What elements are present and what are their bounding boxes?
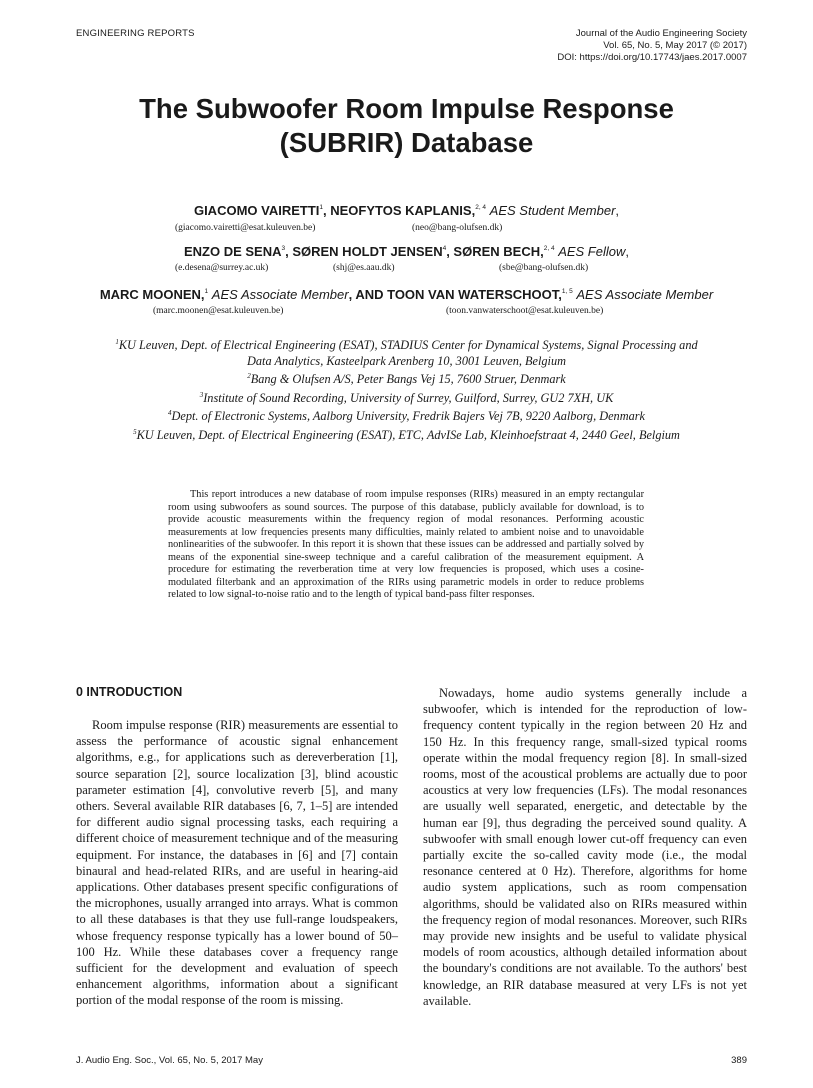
author-affil: 2, 4 <box>543 245 555 252</box>
author-email[interactable]: (toon.vanwaterschoot@esat.kuleuven.be) <box>446 306 604 316</box>
affiliation-number: 4 <box>168 409 172 417</box>
author-role: AES Associate Member <box>211 287 349 302</box>
author-affil: 1, 5 <box>561 288 573 295</box>
affiliation-number: 5 <box>133 427 137 436</box>
affiliation-text: Data Analytics, Kasteelpark Arenberg 10, 3001 Leuven, Belgium <box>247 353 566 368</box>
author-email[interactable]: (marc.moonen@esat.kuleuven.be) <box>153 306 284 316</box>
left-column <box>76 717 398 1009</box>
author-email[interactable]: (e.desena@surrey.ac.uk) <box>175 263 269 273</box>
right-column <box>423 685 747 1009</box>
footer-citation: J. Audio Eng. Soc., Vol. 65, No. 5, 2017 May <box>76 1055 263 1066</box>
affiliation-list <box>0 335 813 443</box>
author-email[interactable]: (sbe@bang-olufsen.dk) <box>499 263 589 273</box>
author-affil: 2, 4 <box>475 204 487 211</box>
author-name: NEOFYTOS KAPLANIS, <box>330 203 476 218</box>
section-heading: 0 INTRODUCTION <box>76 685 183 699</box>
author-role: AES Fellow <box>558 244 626 259</box>
author-affil: 4 <box>442 245 447 252</box>
author-line-2 <box>0 244 813 259</box>
running-header: ENGINEERING REPORTS <box>76 28 195 39</box>
author-sep: , <box>323 203 331 218</box>
title-line-1: The Subwoofer Room Impulse Response <box>139 93 674 124</box>
title-line-2: (SUBRIR) Database <box>279 127 534 158</box>
author-role: AES Student Member <box>489 203 616 218</box>
affiliation-text: Institute of Sound Recording, University of Surrey, Guilford, Surrey, GU2 7XH, UK <box>203 390 614 405</box>
author-role: AES Associate Member <box>576 287 714 302</box>
affiliation-text: KU Leuven, Dept. of Electrical Engineering (ESAT), STADIUS Center for Dynamical Systems, Signal Processing and <box>118 338 698 352</box>
author-name: , SØREN BECH, <box>446 244 544 259</box>
affiliation-1-cont <box>0 354 813 370</box>
author-name: ENZO DE SENA <box>183 244 282 259</box>
page-number: 389 <box>731 1055 747 1066</box>
author-affil: 1 <box>319 204 324 211</box>
journal-name: Journal of the Audio Engineering Society <box>575 28 747 39</box>
author-email[interactable]: (neo@bang-olufsen.dk) <box>412 223 503 233</box>
author-affil: 1 <box>204 288 209 295</box>
author-email[interactable]: (shj@es.aau.dk) <box>333 263 395 273</box>
journal-volume: Vol. 65, No. 5, May 2017 (© 2017) <box>603 40 747 51</box>
author-name: , SØREN HOLDT JENSEN <box>285 244 443 259</box>
author-line-3 <box>0 287 813 302</box>
author-name: MARC MOONEN, <box>99 287 205 302</box>
affiliation-2 <box>0 369 813 388</box>
affiliation-number: 1 <box>115 338 119 346</box>
affiliation-number: 2 <box>247 372 251 380</box>
affiliation-3 <box>0 388 813 407</box>
author-affil: 3 <box>281 245 286 252</box>
doi-link[interactable]: DOI: https://doi.org/10.17743/jaes.2017.0007 <box>557 52 747 63</box>
journal-info <box>557 28 747 64</box>
author-name: GIACOMO VAIRETTI <box>193 203 320 218</box>
author-name: , AND TOON VAN WATERSCHOOT, <box>348 287 562 302</box>
author-line-1 <box>0 203 813 218</box>
body-paragraph: Room impulse response (RIR) measurements are essential to assess the performance of acoustic signal enhancement algorithms, e.g., for applications such as dereverberation [1], source separation [2], source localization [3], blind acoustic parameter estimation [4], convolutive reverb [5], and many others. Several available RIR databases [6, 7, 1–5] are intended for different audio signal processing tasks, each requiring a different choice of measurement technique and of the measuring equipment. For instance, the databases in [6] and [7] contain binaural and head-related RIRs, and are useful in hearing-aid applications. Other databases present specific configurations of the microphones, usually arranged into arrays. What is common to all these databases is that they use full-range loudspeakers, whose frequency response typically has a lower bound of 50–100 Hz. While these databases cover a frequency range sufficient for the development and evaluation of speech enhancement algorithms, information about a significant portion of the modal response of the room is missing. <box>76 718 398 1008</box>
author-tail: , <box>625 244 630 259</box>
abstract: This report introduces a new database of room impulse responses (RIRs) measured in an empty rectangular room using subwoofers as sound sources. The purpose of this database, publicly available for download, is to provide acoustic measurements within the frequency region of modal resonances. Performing acoustic measurements at low frequencies presents many difficulties, mainly related to ambient noise and to unavoidable nonlinearities of the subwoofer. In this report it is shown that these issues can be addressed and partially solved by means of the exponential sine-sweep technique and a careful calibration of the measurement equipment. A procedure for estimating the reverberation time at very low frequencies is proposed, which uses a cosine-modulated filterbank and an approximation of the RIRs using parametric models in order to reduce problems related to low signal-to-noise ratio and to the length of typical band-pass filter responses. <box>168 489 644 600</box>
affiliation-number: 3 <box>199 390 204 399</box>
body-paragraph: Nowadays, home audio systems generally include a subwoofer, which is intended for the reproduction of low-frequency content typically in the region between 20 Hz and 150 Hz. In this frequency range, small-sized typical rooms operate within the modal frequency region [8]. In small-sized rooms, most of the acoustical problems are actually due to poor acoustics at very low frequencies (LFs). The modal resonances are usually well separated, energetic, and detectable by the human ear [9], thus degrading the perceived sound quality. A subwoofer with small enough lower cut-off frequency can even partially excite the so-called cavity mode (i.e., the modal resonance centered at 0 Hz). Therefore, algorithms for home audio system applications, such as room compensation algorithms, should be validated also on RIRs measured within the frequency region of modal resonances. Moreover, such RIRs may provide new insights and be useful to validate physical models of room acoustics, although detailed information about the boundary's conditions are not available. To the authors' best knowledge, an RIR database measured at very LFs is not yet available. <box>423 686 747 1008</box>
affiliation-text: Bang & Olufsen A/S, Peter Bangs Vej 15, 7600 Struer, Denmark <box>250 372 566 386</box>
author-tail: , <box>615 203 620 218</box>
author-email[interactable]: (giacomo.vairetti@esat.kuleuven.be) <box>175 223 316 233</box>
paper-title <box>0 92 813 160</box>
affiliation-1 <box>0 335 813 354</box>
affiliation-text: Dept. of Electronic Systems, Aalborg University, Fredrik Bajers Vej 7B, 9220 Aalborg, Denmark <box>171 409 645 423</box>
affiliation-4 <box>0 406 813 425</box>
affiliation-5 <box>0 425 813 444</box>
affiliation-text: KU Leuven, Dept. of Electrical Engineering (ESAT), ETC, AdvISe Lab, Kleinhoefstraat 4, 2440 Geel, Belgium <box>136 427 680 442</box>
